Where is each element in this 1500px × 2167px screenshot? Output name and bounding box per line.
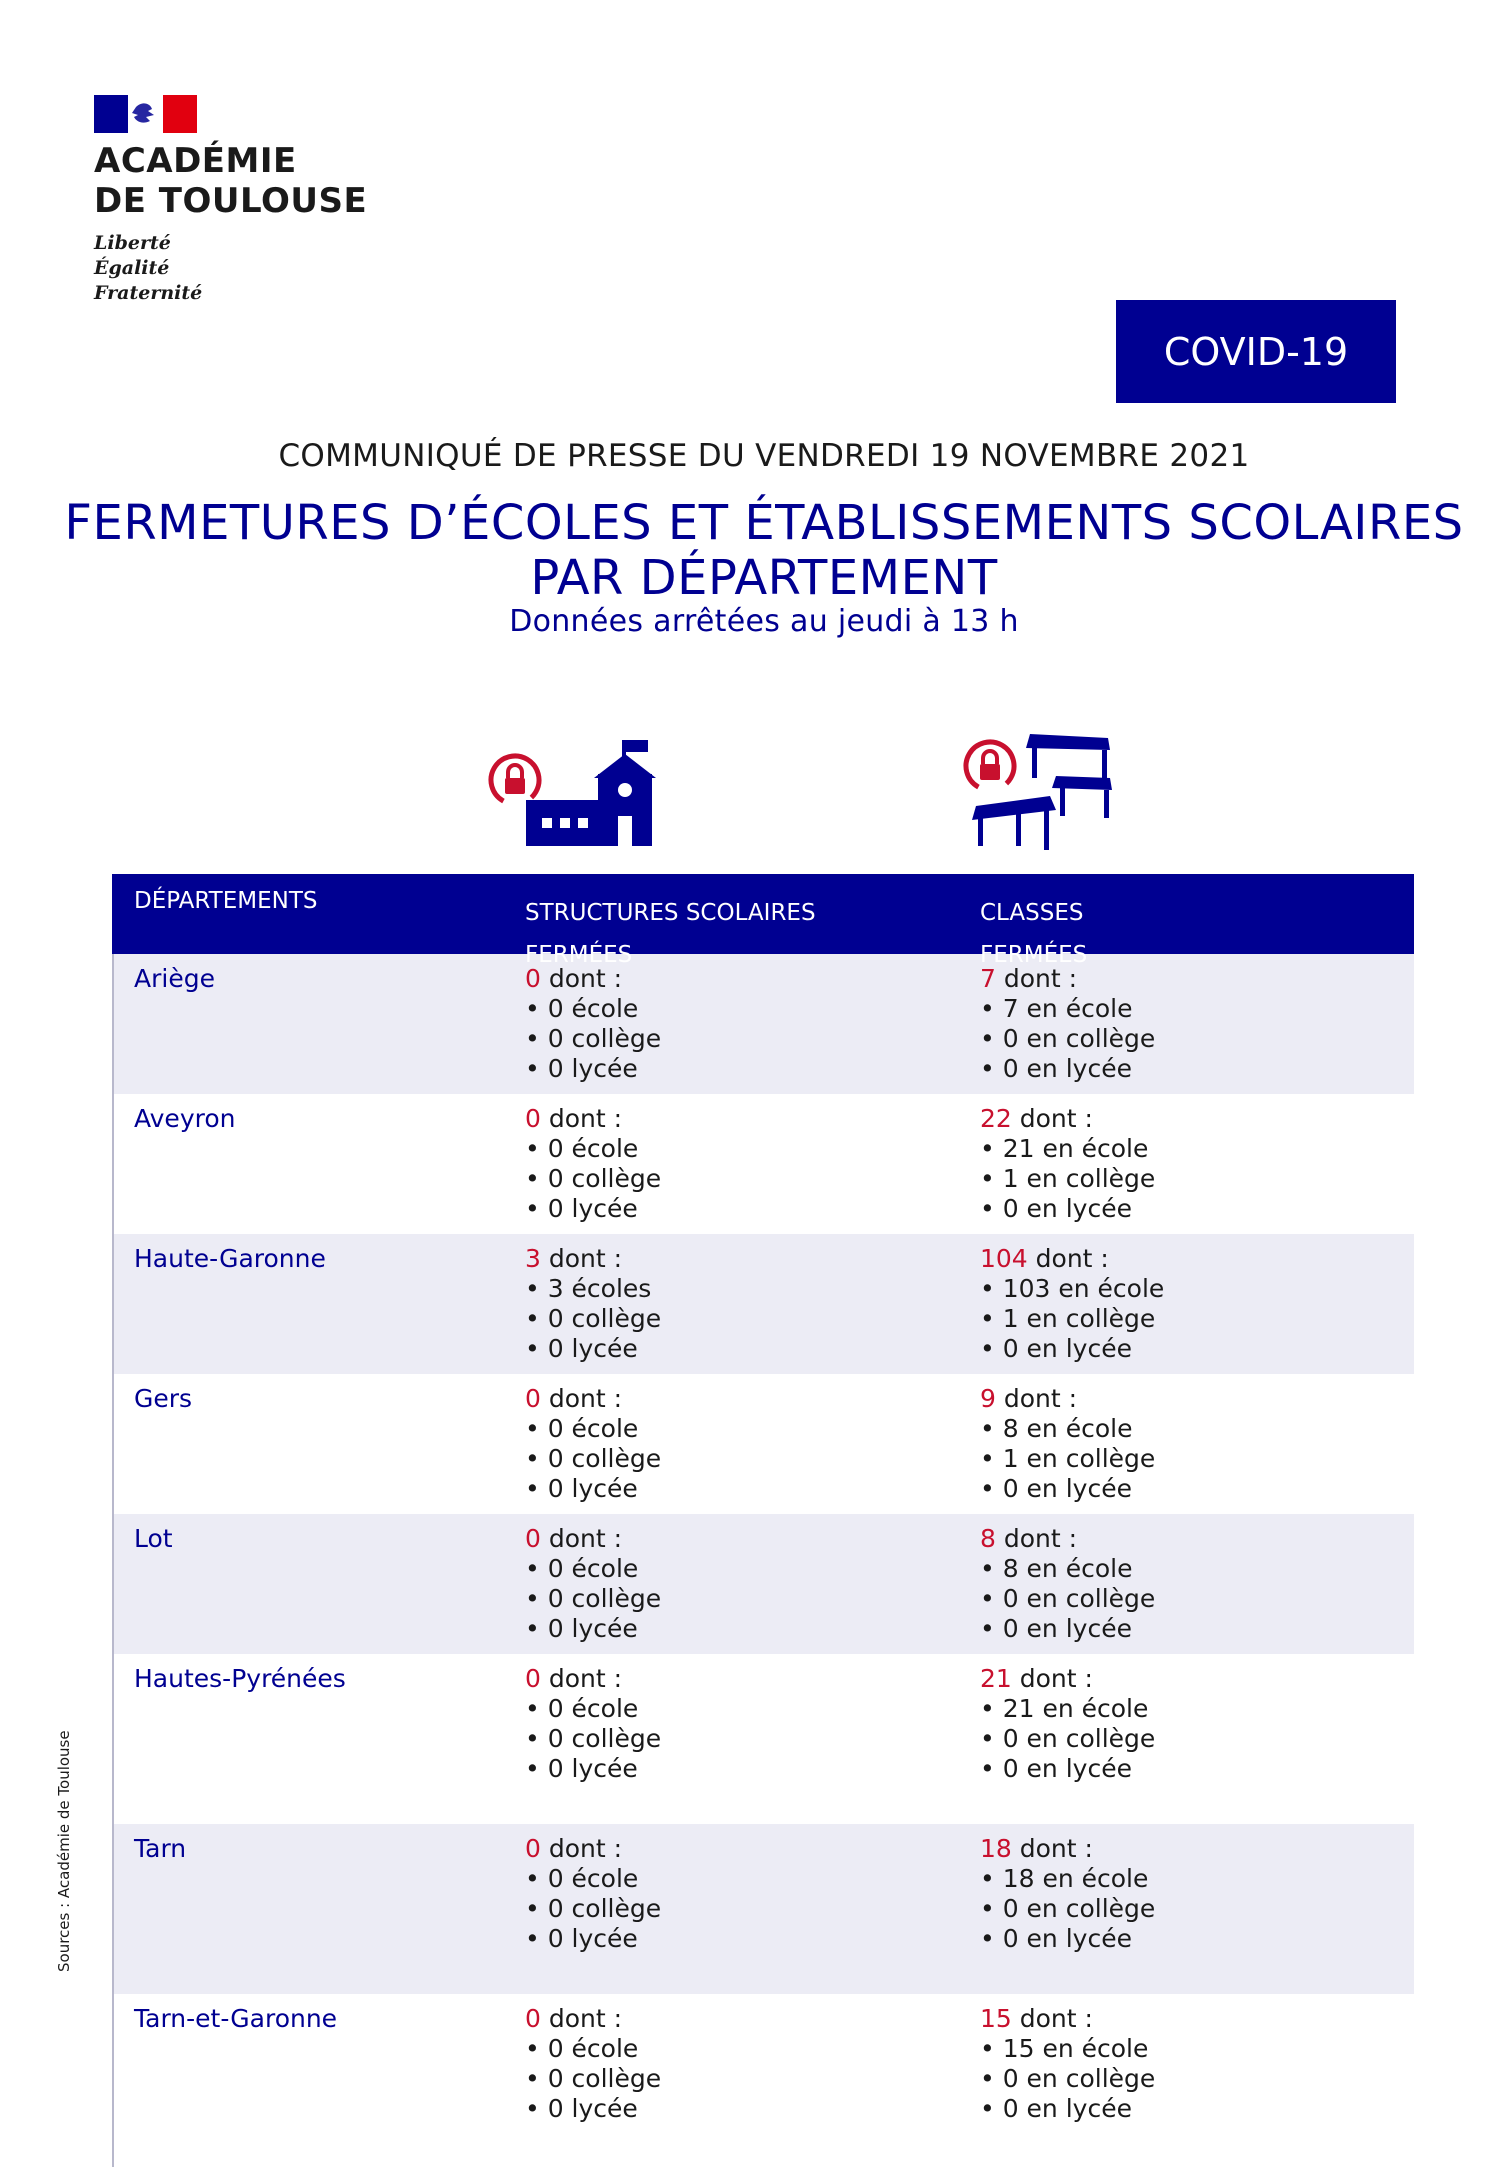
cell-structures-item: • 3 écoles [525,1274,652,1303]
devise-fraternite: Fraternité [94,282,203,304]
cell-structures-item: • 0 école [525,994,639,1023]
cell-structures [524,964,979,1094]
cell-structures-total: 0 [525,1834,541,1863]
cell-structures-item: • 0 école [525,1864,639,1893]
cell-structures-item: • 0 école [525,1414,639,1443]
page-title [0,496,1500,606]
cell-structures-item: • 0 collège [525,1894,662,1923]
devise-liberte: Liberté [94,232,171,254]
cell-structures-item: • 0 lycée [525,1614,638,1643]
cell-classes [979,1664,1414,1824]
cell-departement: Ariège [134,964,215,993]
cell-structures-total: 3 [525,1244,541,1273]
cell-structures-dont: dont : [540,1834,623,1863]
cell-structures-total: 0 [525,1524,541,1553]
cell-structures-item: • 0 école [525,2034,639,2063]
cell-structures-item: • 0 école [525,1134,639,1163]
cell-structures-total-line [525,964,979,994]
cell-structures [524,1524,979,1654]
cell-classes-total: 7 [980,964,996,993]
cell-structures-total-line [525,1524,979,1554]
header-structures [524,874,979,968]
table-row [112,954,1414,1094]
cell-classes-dont: dont : [1011,1664,1093,1693]
table-row [112,1234,1414,1374]
cell-classes-item: • 7 en école [980,994,1133,1023]
header-classes-line-2: FERMÉES [980,942,1088,968]
table-left-rule [112,954,114,2167]
cell-structures-item: • 0 collège [525,1024,662,1053]
academie-logo [94,95,367,306]
cell-classes [979,1384,1414,1514]
cell-classes-total-line [980,1104,1414,1134]
devise [94,231,367,306]
logo-line-2: DE TOULOUSE [94,181,368,221]
cell-structures-dont: dont : [540,1664,623,1693]
cell-classes-item: • 0 en collège [980,1894,1156,1923]
cell-structures-dont: dont : [540,1244,623,1273]
cell-classes-dont: dont : [995,964,1078,993]
cell-classes-total: 18 [980,1834,1012,1863]
cell-structures-item: • 0 lycée [525,2094,638,2123]
cell-structures-item: • 0 collège [525,1724,662,1753]
cell-classes-item: • 21 en école [980,1694,1149,1723]
cell-structures-item: • 0 lycée [525,1754,638,1783]
closures-table [112,874,1414,2164]
cell-classes-item: • 0 en lycée [980,1614,1132,1643]
header-classes-line-1: CLASSES [980,900,1084,926]
table-row [112,1094,1414,1234]
cell-classes-item: • 0 en lycée [980,1334,1132,1363]
cell-classes-total: 9 [980,1384,996,1413]
cell-classes-item: • 0 en collège [980,2064,1156,2093]
cell-structures-item: • 0 lycée [525,1194,638,1223]
cell-classes-total-line [980,1524,1414,1554]
cell-classes [979,964,1414,1094]
locked-school-icon [488,738,668,848]
cell-classes-item: • 8 en école [980,1414,1133,1443]
logo-line-1: ACADÉMIE [94,141,297,181]
header-structures-line-1: STRUCTURES SCOLAIRES [525,900,816,926]
cell-structures-total-line [525,1104,979,1134]
header-departements: DÉPARTEMENTS [134,888,318,914]
cell-structures-total: 0 [525,1384,541,1413]
cell-structures-total-line [525,1384,979,1414]
cell-classes-item: • 0 en collège [980,1584,1156,1613]
cell-structures-total-line [525,1664,979,1694]
cell-structures [524,1384,979,1514]
cell-structures-total: 0 [525,964,541,993]
cell-structures [524,2004,979,2164]
cell-structures-item: • 0 lycée [525,1054,638,1083]
title-line-2: PAR DÉPARTEMENT [530,550,998,606]
cell-classes-item: • 0 en lycée [980,1194,1132,1223]
cell-structures-total: 0 [525,2004,541,2033]
cell-classes-dont: dont : [1027,1244,1109,1273]
cell-classes [979,1104,1414,1234]
cell-structures [524,1664,979,1824]
cell-classes-dont: dont : [1011,2004,1093,2033]
cell-classes-item: • 15 en école [980,2034,1149,2063]
cell-classes-total: 15 [980,2004,1012,2033]
cell-classes-item: • 0 en lycée [980,1754,1132,1783]
cell-structures-dont: dont : [540,2004,623,2033]
cell-departement: Tarn-et-Garonne [134,2004,338,2033]
devise-egalite: Égalité [94,257,170,279]
cell-departement: Hautes-Pyrénées [134,1664,346,1693]
header-classes [979,874,1414,968]
cell-classes-item: • 1 en collège [980,1304,1156,1333]
cell-classes-item: • 0 en lycée [980,1054,1132,1083]
table-row [112,1824,1414,1994]
cell-classes-item: • 0 en collège [980,1724,1156,1753]
cell-structures-item: • 0 collège [525,1304,662,1333]
table-header [112,874,1414,968]
cell-structures-dont: dont : [540,964,623,993]
cell-classes-dont: dont : [1011,1834,1093,1863]
cell-classes-dont: dont : [995,1524,1078,1553]
table-row [112,1654,1414,1824]
cell-departement: Lot [134,1524,173,1553]
cell-classes-total-line [980,1834,1414,1864]
sources-note: Sources : Académie de Toulouse [55,1730,73,1972]
cell-classes-item: • 0 en lycée [980,2094,1132,2123]
cell-classes-total: 8 [980,1524,996,1553]
cell-structures-total-line [525,2004,979,2034]
cell-classes-total-line [980,1384,1414,1414]
cell-structures [524,1104,979,1234]
covid-badge: COVID-19 [1116,300,1396,403]
cell-structures-total: 0 [525,1664,541,1693]
communique-heading: COMMUNIQUÉ DE PRESSE DU VENDREDI 19 NOVEMBRE 2021 [278,438,1250,474]
cell-classes-total-line [980,2004,1414,2034]
cell-classes-total-line [980,1244,1414,1274]
cell-structures-total-line [525,1834,979,1864]
cell-structures-item: • 0 collège [525,1164,662,1193]
cell-structures-item: • 0 collège [525,1584,662,1613]
cell-structures-dont: dont : [540,1384,623,1413]
table-row [112,1994,1414,2164]
cell-departement: Aveyron [134,1104,236,1133]
cell-classes-total-line [980,1664,1414,1694]
cell-classes-item: • 8 en école [980,1554,1133,1583]
cell-structures-dont: dont : [540,1524,623,1553]
cell-structures-total-line [525,1244,979,1274]
cell-classes-item: • 18 en école [980,1864,1149,1893]
cell-classes-total-line [980,964,1414,994]
cell-structures-item: • 0 école [525,1554,639,1583]
cell-classes-dont: dont : [995,1384,1078,1413]
table-row [112,1374,1414,1514]
cell-classes-total: 21 [980,1664,1012,1693]
cell-structures-item: • 0 lycée [525,1924,638,1953]
cell-classes [979,2004,1414,2164]
cell-classes-item: • 1 en collège [980,1444,1156,1473]
cell-departement: Haute-Garonne [134,1244,326,1273]
table-body [112,954,1414,2164]
title-line-1: FERMETURES D’ÉCOLES ET ÉTABLISSEMENTS SCOLAIRES [64,495,1464,551]
cell-classes [979,1834,1414,1994]
cell-classes-item: • 0 en lycée [980,1474,1132,1503]
cell-structures-dont: dont : [540,1104,623,1133]
header-structures-line-2: FERMÉES [525,942,633,968]
cell-classes-item: • 0 en lycée [980,1924,1132,1953]
cell-classes [979,1524,1414,1654]
locked-classroom-icon [960,728,1120,858]
cell-structures-item: • 0 lycée [525,1334,638,1363]
cell-classes [979,1244,1414,1374]
cell-departement: Gers [134,1384,193,1413]
cell-structures-item: • 0 lycée [525,1474,638,1503]
table-row [112,1514,1414,1654]
cell-classes-item: • 103 en école [980,1274,1165,1303]
cell-classes-item: • 21 en école [980,1134,1149,1163]
cell-classes-item: • 0 en collège [980,1024,1156,1053]
cell-structures-item: • 0 collège [525,1444,662,1473]
cell-classes-item: • 1 en collège [980,1164,1156,1193]
cell-structures-item: • 0 collège [525,2064,662,2093]
cell-classes-total: 22 [980,1104,1012,1133]
cell-structures [524,1244,979,1374]
page-subtitle: Données arrêtées au jeudi à 13 h [509,604,1019,639]
cell-structures-item: • 0 école [525,1694,639,1723]
cell-structures-total: 0 [525,1104,541,1133]
cell-classes-dont: dont : [1011,1104,1093,1133]
cell-departement: Tarn [134,1834,187,1863]
cell-classes-total: 104 [980,1244,1028,1273]
cell-structures [524,1834,979,1994]
marianne-flag-icon [94,95,197,133]
